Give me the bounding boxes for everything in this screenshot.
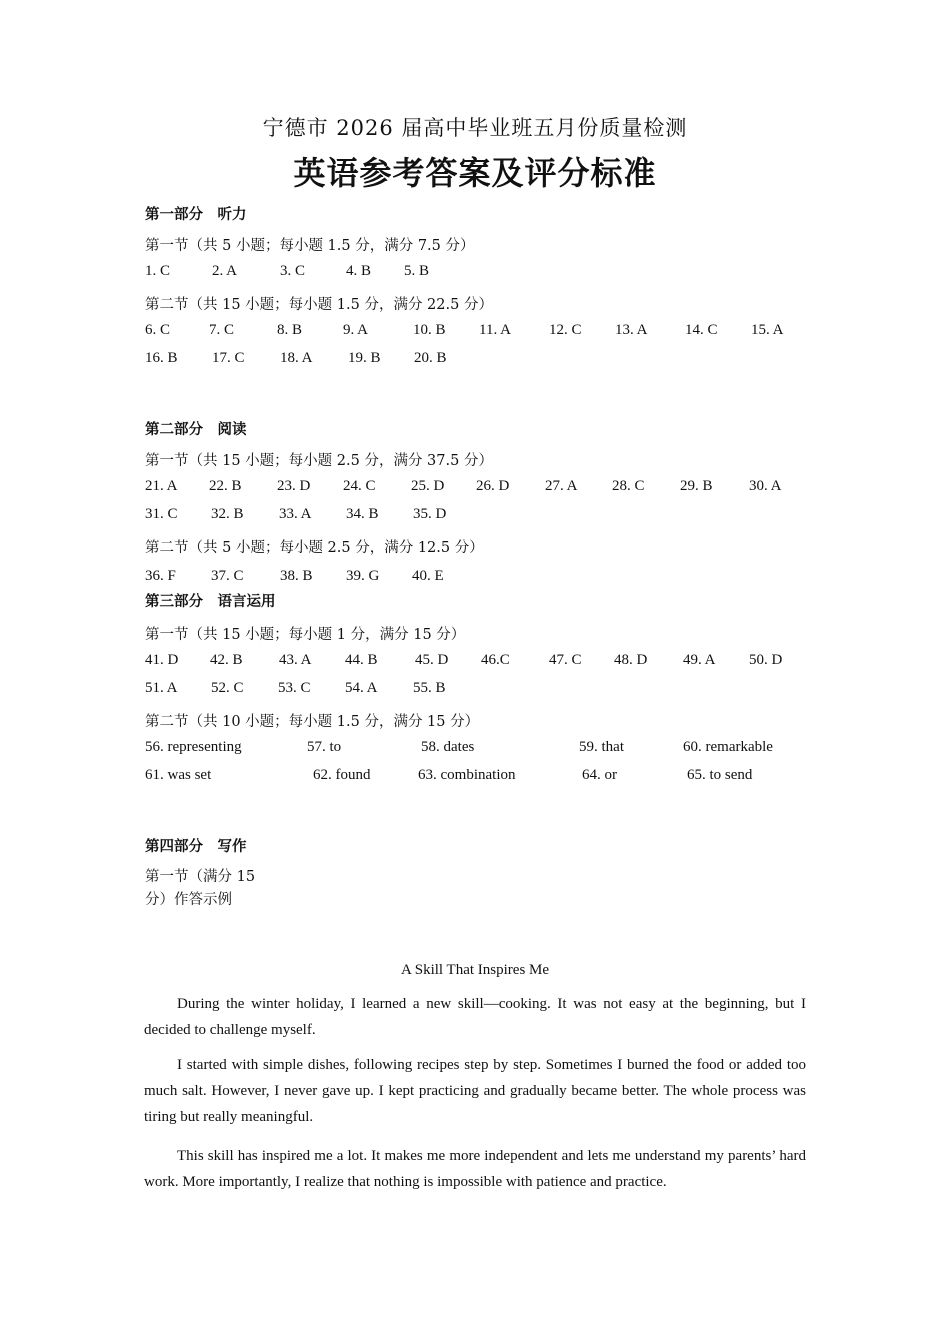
essay-paragraph-1: During the winter holiday, I learned a new skill—cooking. It was not easy at the beginning, but I decided to challenge myself.: [144, 996, 806, 1038]
answer-item: 49. A: [683, 652, 716, 668]
answer-item: 33. A: [279, 506, 312, 522]
answer-item: 64. or: [582, 767, 617, 783]
answer-item: 16. B: [145, 350, 178, 366]
answer-item: 13. A: [615, 322, 648, 338]
part3-sec2-label: 第二节（共 10 小题；每小题 1.5 分，满分 15 分）: [145, 714, 480, 730]
part1-sec2-label: 第二节（共 15 小题；每小题 1.5 分，满分 22.5 分）: [145, 297, 493, 313]
answer-item: 48. D: [614, 652, 648, 668]
answer-item: 55. B: [413, 680, 446, 696]
part1-heading: 第一部分 听力: [145, 207, 247, 223]
part2-heading: 第二部分 阅读: [145, 422, 247, 438]
answer-item: 42. B: [210, 652, 243, 668]
answer-item: 18. A: [280, 350, 313, 366]
answer-item: 5. B: [404, 263, 430, 279]
answer-item: 23. D: [277, 478, 311, 494]
answer-item: 45. D: [415, 652, 449, 668]
answer-item: 53. C: [278, 680, 311, 696]
part4-sec1-label-line2: 分）作答示例: [145, 892, 232, 908]
part2-sec2-label: 第二节（共 5 小题；每小题 2.5 分，满分 12.5 分）: [145, 540, 484, 556]
answer-item: 19. B: [348, 350, 381, 366]
answer-item: 61. was set: [145, 767, 212, 783]
answer-item: 7. C: [209, 322, 235, 338]
answer-item: 25. D: [411, 478, 445, 494]
answer-item: 10. B: [413, 322, 446, 338]
essay-title: A Skill That Inspires Me: [400, 962, 550, 978]
exam-title: 宁德市 2026 届高中毕业班五月份质量检测: [262, 116, 688, 140]
answer-item: 31. C: [145, 506, 178, 522]
answer-item: 29. B: [680, 478, 713, 494]
answer-item: 2. A: [212, 263, 238, 279]
part1-sec1-label: 第一节（共 5 小题；每小题 1.5 分，满分 7.5 分）: [145, 238, 475, 254]
answer-item: 46.C: [481, 652, 510, 668]
answer-item: 26. D: [476, 478, 510, 494]
answer-item: 27. A: [545, 478, 578, 494]
essay-paragraph-2: I started with simple dishes, following recipes step by step. Sometimes I burned the food or added too much salt. However, I never gave up. I kept practicing and gradually became better. The whole process was tiring but really meaningful.: [144, 1057, 806, 1125]
answer-item: 44. B: [345, 652, 378, 668]
answer-item: 40. E: [412, 568, 444, 584]
part4-sec1-label: [145, 866, 275, 912]
answer-item: 54. A: [345, 680, 378, 696]
answer-item: 34. B: [346, 506, 379, 522]
answer-item: 47. C: [549, 652, 582, 668]
part2-sec1-label: 第一节（共 15 小题；每小题 2.5 分，满分 37.5 分）: [145, 453, 493, 469]
answer-item: 58. dates: [421, 739, 475, 755]
answer-item: 57. to: [307, 739, 342, 755]
answer-item: 17. C: [212, 350, 245, 366]
answer-item: 56. representing: [145, 739, 242, 755]
part4-sec1-label-line1: 第一节（满分 15: [145, 869, 256, 885]
answer-item: 3. C: [280, 263, 306, 279]
part3-heading: 第三部分 语言运用: [145, 594, 276, 610]
answer-item: 59. that: [579, 739, 624, 755]
answer-item: 15. A: [751, 322, 784, 338]
answer-item: 62. found: [313, 767, 371, 783]
answer-item: 38. B: [280, 568, 313, 584]
answer-item: 32. B: [211, 506, 244, 522]
answer-item: 37. C: [211, 568, 244, 584]
answer-item: 41. D: [145, 652, 179, 668]
answer-item: 6. C: [145, 322, 171, 338]
answer-item: 60. remarkable: [683, 739, 773, 755]
part3-sec1-label: 第一节（共 15 小题；每小题 1 分，满分 15 分）: [145, 627, 466, 643]
answer-item: 43. A: [279, 652, 312, 668]
answer-item: 65. to send: [687, 767, 753, 783]
answer-item: 63. combination: [418, 767, 516, 783]
answer-item: 11. A: [479, 322, 511, 338]
answer-item: 35. D: [413, 506, 447, 522]
answer-item: 51. A: [145, 680, 178, 696]
answer-item: 50. D: [749, 652, 783, 668]
answer-item: 14. C: [685, 322, 718, 338]
part4-heading: 第四部分 写作: [145, 839, 247, 855]
answer-item: 8. B: [277, 322, 303, 338]
answer-item: 30. A: [749, 478, 782, 494]
answer-key-title: 英语参考答案及评分标准: [293, 154, 657, 192]
answer-item: 39. G: [346, 568, 380, 584]
answer-item: 36. F: [145, 568, 176, 584]
answer-item: 28. C: [612, 478, 645, 494]
answer-item: 9. A: [343, 322, 369, 338]
answer-item: 21. A: [145, 478, 178, 494]
answer-item: 20. B: [414, 350, 447, 366]
answer-item: 1. C: [145, 263, 171, 279]
answer-item: 4. B: [346, 263, 372, 279]
answer-item: 52. C: [211, 680, 244, 696]
answer-item: 24. C: [343, 478, 376, 494]
answer-item: 12. C: [549, 322, 582, 338]
essay-paragraph-3: This skill has inspired me a lot. It makes me more independent and lets me understand my parents’ hard work. More importantly, I realize that nothing is impossible with patience and practice.: [144, 1148, 806, 1190]
answer-item: 22. B: [209, 478, 242, 494]
